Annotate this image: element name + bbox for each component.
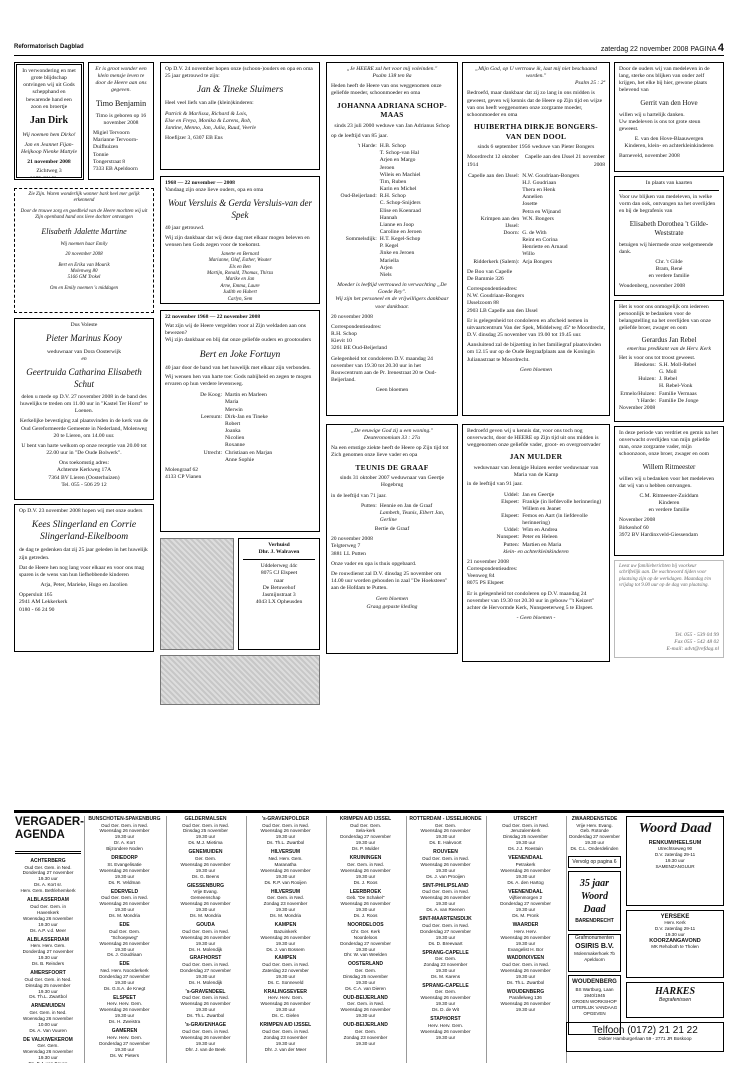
thanks-notice-ritmeester: In deze periode van verdriet en gemis na het onverwacht overlijden van mijn geliefde man, onze zorgzame vader, mijn schoonzoon, onze broer, zwager en oom Willem Ritmeester willen wij u bedanken voor het medeleven dat wij van u hebben ontvangen. C.M. Ritmeester-Zuiddam Kinderen en verdere familie November 2008 Birkenhof 60 3972 BV Hardinxveld-Giessendam [614,426,724,556]
birth-notice-elisabeth: Zie Zijn. Waren wonderlijk wonner bark heel mer gelijk erkennend Door de trouwe zorg en goedheid van de Heere mochten wij uit Zijn openhand hand ons lieve dochter ontvangen Elisabeth Jdalette Martine Wij noemen haar Emily 20 november 2008 Bert en Erika van Mourik Molenweg 80 5166 GM Trokel Om en Emily noemen 's middagen [14,188,154,313]
groom-name: Pieter Marinus Kooy [46,333,122,344]
thanks-notice-rebel: Het is voor ons onmogelijk om iedereen persoonlijk te bedanken voor de belangstelling na het overlijden van onze geliefde broer, zwager en oom Gerardus Jan Rebel emeritus predikant van de Herv. Kerk Het is voor ons tot troost geweest. Bleskens: S.H. Moll-Rebel G. Moll Huizen: J. Rebel H. Rebel-Vonk Ermelo/Huizen: Familie Vermaas 't Harde: Familie De Jonge November 2008 [614,300,724,422]
continued-notice: Vervolg op pagina 6 [568,856,621,868]
deceased-sub: sinds 23 juli 2000 weduwe van Jan Adrianus Schop [334,122,450,129]
notice-date: 20 november 2008 [331,313,373,320]
address: Telgterweg 7 3881 LL Putten [331,543,366,557]
moved-notice [238,538,320,650]
telfoon-ad: Telfoon (0172) 21 21 22 Dokter Hamburgerlaan 59 - 2771 JR Boskoop [566,1022,724,1052]
verse: „De eeuwige God zij u een woning." [350,428,434,434]
agenda-column-6: ROTTERDAM - IJSSELMONDE Ger. Gem. Woensdag 26 november 19.30 uur Ds. E. Hakvoort ROUVEEN Oud Ger. Gem. in Ned. Woensdag 26 november 19.30 uur Ds. J. van Prooijen SINT-PHILIPSLAND Oud Ger. Gem. in Ned. Woensdag 26 november 19.30 uur Ds. A. van Reenen SINT-MAARTENSDIJK Oud Ger. Gem. in Ned. Donderdag 27 november 19.30 uur Ds. D. Breevaart SPRANG-CAPELLE Ger. Gem. Zondag 23 november 19.30 uur Ds. M. Karens SPRANG-CAPELLE Ger. Gem. Woensdag 26 november 19.30 uur Ds. D. de Wit STAPHORST Herv. Herv. Gem. Woensdag 26 november 19.30 uur [406,816,484,1063]
anniversary-notice-sluimers [160,62,320,170]
birth-notice-jan-dirk [14,62,84,180]
death-notice-mulder: Bedroefd geven wij u kennis dat, voor ons toch nog onverwacht, door de HEERE op Zijn tijd uit ons midden is weggenomen onze geliefde vader, groot- en overgrootvader JAN MULDER weduwnaar van Jennigje Huizen eerder weduwnaar van Maria van de Kamp in de leeftijd van 91 jaar. Uddel: Jan en Geertje Elspeet: Frankje (in liefdevolle herinnering) Willem en Jeanet Elspeet: Femos en Aart (in liefdevolle herinnering) Uddel: Wim en Andrea Nunspeet: Peter en Heleen Putten: Martien en Maria klein- en achterkleinkinderen 21 november 2008 Correspondentieadres: Veenweg 84 8075 PS Elspeet Er is gelegenheid tot condoleren op D.V. maandag 24 november van 19.30 tot 20.30 uur in gebouw "'t Keizert" achter de Hervormde Kerk, Nunspeeterweg 5 te Elspeet. - Geen bloemen - [462,424,610,662]
yerseke-ad: YERSEKE Herv. Kerk D.V. zaterdag 29-11 19.30 uur KOORZANGAVOND MK Rehoboth te Tholen [626,910,724,978]
verse: „Je HEERE zal het voor mij voleinden." [346,66,438,72]
handwritten-note-image [160,655,320,705]
thanks-notice-t-gilde: In plaats van kaarten Voor uw blijken van medeleven, in welke vorm dan ook, ontvangen na het overlijden en bij de begrafenis van Elisabeth Dorothea 't Gilde-Weststrate betuigen wij hiermede onze welgemeende dank. Chr. 't Gilde Bram, René en verdere familie Woudenberg, november 2008 [614,176,724,296]
closing-text: Moeder is leeftijd vertrouwd in verwachting „De Goede Rey". Wij zijn het personeel en de vrijwilligers dankbaar voor dankbaar. [335,282,449,310]
death-notice-de-graaf: „De eeuwige God zij u een woning." Deuteronomium 33 : 27a Na een ernstige ziekte heeft de Heere op Zijn tijd tot Zich genomen onze lieve vader en opa TEUNIS DE GRAAF sinds 31 oktober 2007 weduwnaar van Geertje Hogebrug in de leeftijd van 71 jaar. Putten: Hennie en Jan de Graaf Lambeth, Teunis, Elbert Jan, Gerline Bertie de Graaf 20 november 2008 Telgterweg 7 3881 LL Putten Onze vader en opa is thuis opgebaard. De rouwdienst zal D.V. dinsdag 25 november om 14.00 uur worden gehouden in zaal "De Hoeksteen" aan de Hofdam te Putten. Geen bloemen Graag gepaste kleding [326,424,458,654]
deceased-name: Gerardus Jan Rebel [641,335,697,344]
age-text: in de leeftijd van 71 jaar. [331,492,387,499]
notice-text: In verwondering en met grote blijdschap ontvingen wij uit Gods schepphand en bewarende hand een zoon en broertje [22,68,76,110]
couple-name: Jan & Tineke Sluimers [196,85,284,96]
woord-daad-renkum-ad: Woord Daad RENKUM/HEELSUM Utrechtseweg 90 D.V. zaterdag 29-11 19.30 uur SAMENZANGUUR [626,816,724,906]
birth-date: 21 november 2008 [27,159,71,166]
deceased-sub: weduwnaar van Jennigje Huizen eerder weduwnaar van Maria van de Kamp [473,465,599,479]
deceased-name: Gerrit van den Hove [640,98,698,107]
phone-number: Telfoon (0172) 21 21 22 [592,1025,698,1036]
death-notice-schop: „Je HEERE zal het voor mij voleinden." Psalm 138 ten 8a Heden heeft de Heere van ons weggenomen onze geliefde moeder, schoonmoeder en oma JOHANNA ADRIANA SCHOP-MAAS sinds 23 juli 2000 weduwe van Jan Adrianus Schop op de leeftijd van 85 jaar. 't Harde: H.B. Schop T. Schop-van Hal Arjen en Margo Jeroen Wileis en Machiel Tim, Ruben Karin en Michel Oud-Beijerland: R.H. Schop C. Schop-Snijders Elise en Koenraad Hannah Lianne en Joop Caroline en Jeroen Sommelsdijk: H.T. Kegel-Schop P. Kegel Jinke en Jeroen Mariella Arjen Niels Moeder is leeftijd vertrouwd in verwachting „De Goede Rey". Wij zijn het personeel en de vrijwilligers dankbaar voor dankbaar. 20 november 2008 Correspondentieadres: R.H. Schop Kievit 10 3261 BE Oud-Beijerland Gelegenheid tot condoleren D.V. maandag 24 november van 19.30 tot 20.30 uur in het Rouwcentrum aan de Pr. Irenestraat 20 te Oud-Beijerland. Geen bloemen [326,62,458,416]
notice-date: 21 november 2008 [467,558,509,565]
woord-daad-ad: 35 jaar Woord Daad BARENDRECHT [568,871,621,931]
wedding-notice-kooy: Dus Voleste Pieter Marinus Kooy weduwnaar van Dora Oosterwijk en Geertruida Catharina Elisabeth Schut delen u mede op D.V. 27 november 2008 in de band des huwelijks te treden om 11.00 uur in "Kastel Ter Horst" te Loenen. Kerkelijke bevestiging zal plaatsvinden in de kerk van de Oud Gereformeerde Gemeente in Nederland, Molenweg 20 te Lieren, om 14.00 uur. U bent van harte welkom op onze receptie van 20.00 tot 22.00 uur in "De Oude Bolwerk". Ons toekomstig adres: Achterste Kerkweg 17A 7364 BV Lieren (Oosterhuizen) Tel. 055 - 506 29 12 [14,318,154,500]
closing-text: Geen bloemen Graag gepaste kleding [366,596,418,610]
ad-title: Grafmonumenten [575,935,614,942]
page-header [14,42,724,54]
anniversary-notice-versluis: 1968 — 22 november — 2008 Vandaag zijn onze lieve ouders, opa en oma Wout Versluis & Gerda Versluis-van der Spek 40 jaar getrouwd. Wij zijn dankbaar dat wij deze dag met elkaar mogen beleven en wensen hen Gods zegen voor de toekomst. Janette en Bernard Marianne, Olaf, Esther, Wouter Els en Ben Martijn, Ronald, Thomas, Thirza Marike en Jan Arne, Emma, Laure Judith en Hubert Carlyn, Sem [160,176,320,304]
death-info: Capelle aan den IJssel 21 november 2008 [524,154,605,168]
ad-place: RENKUM/HEELSUM [648,840,702,846]
birth-info: Moordrecht 12 oktober 1914 [467,154,519,168]
correspondence-address: Correspondentieadres: R.H. Schop Kievit 10 3261 BE Oud-Beijerland [331,323,387,352]
agenda-column-3: GELDERMALSEN Oud Ger. Gem. in Ned. Dinsdag 25 november 19.30 uur Ds. M.J. Mietima GENEMUIDEN Ger. Gem. Woensdag 26 november 19.30 uur Ds. G. Beens GIESSENBURG Vrije Evang. Gemeenschap Woensdag 26 november 19.30 uur Ds. M. Mondria GOUDA Oud Ger. Gem. in Ned. Woensdag 26 november 19.30 uur Ds. H. Molendijk GRAFHORST Oud Ger. Gem. in Ned. Donderdag 27 november 19.30 uur Ds. H. Molendijk 's-GRAVENDEEL Oud Ger. Gem. in Ned. Woensdag 26 november 19.30 uur Ds. Th.L. Zwartbol 's-GRAVENHAGE Oud Ger. Gem. in Ned. Woensdag 26 november 19.30 uur Dhr. J. van de Beek [166,816,244,1063]
notice-text: Heel veel liefs van alle (klein)kinderen: [165,100,254,107]
agenda-column-7: UTRECHT Oud Ger. Gem. in Ned. Jeruzalemkerk Dinsdag 25 november 19.30 uur Ds. J.J. Roestuin VEENENDAAL Petrakerk Woensdag 26 november 19.30 uur Ds. A. den Hartog VEENENDAAL Vijftienmorgen 2 Donderdag 27 november 19.30 uur Ds. M. Pronk WAARDER Herv. Herv. Woensdag 26 november 19.30 uur Evangelist H. Bor WADDINXVEEN Oud Ger. Gem. in Ned. Woensdag 26 november 19.30 uur Ds. Th.L. Zwartbol WOUDENBERG Parallelweg 136 Woensdag 26 november 19.30 uur [486,816,564,1063]
agenda-column-8: ZWAARDENSTEDE Vrije Herv. Evang. Geb. Rotonde Donderdag 27 november 19.30 uur Ds. C.L. Onderdelinden Vervolg op pagina 6 35 jaar Woord Daad BARENDRECHT Grafmonumenten OSIRIS B.V. Molenmakerhoek 7b Apeldoorn WOUDENBERG BS Wartburg, Laan 1940/1945 GROEN WORKSHOP UITERLIJK VANDAAG OPGEVEN [566,816,622,1063]
deceased-sub: sinds 6 september 1956 weduwe van Pieter Bongers [477,144,595,151]
deceased-name: TEUNIS DE GRAAF [355,462,429,472]
anniversary-notice-slingerland: Op D.V. 23 november 2008 hopen wij met onze ouders Kees Slingerland en Corrie Slingerland-Eikelboom de dag te gedenken dat zij 25 jaar geleden in het huwelijk zijn getreden. Dat de Heere hen nog lang voor elkaar en voor ons mag sparen is de wens van hun liefhebbende kinderen Arja, Peter, Marieke, Hugo en Jacolien Oppersluit 165 2941 AM Lekkerkerk 0180 - 66 24 90 [14,504,154,652]
ad-sub: Begrafenissen [659,997,691,1003]
birth-date: Timo is geboren op 16 november 2008 [95,112,147,127]
address: Zichtweg 3 8075 CN Elspeet [29,168,69,180]
notice-text: Na een ernstige ziekte heeft de Heere op Zijn tijd tot Zich genomen onze lieve vader en opa [331,445,449,459]
agenda-column-5: KRIMPEN A/D IJSSEL Oud Ger. Gem. Sela-kerk Donderdag 27 november 19.30 uur Ds. P. Mulder KRUININGEN Ger. Gem. in Ned. Woensdag 26 november 19.30 uur Ds. J. Roos LEERBROEK Geb. "De Schakel" Woensdag 26 november 19.30 uur Ds. J. Roos NOORDELOOS Chr. Ger. Kerk Noordeloos Donderdag 27 november 19.30 uur Dhr. W. van Weelden OOSTERLAND Ger. Gem. Dinsdag 25 november 19.30 uur Ds. C.A. van Dieren OUD-BEIJERLAND Ger. Gem. in Ned. Woensdag 26 november 19.30 uur OUD-BEIJERLAND Ger. Gem. Zondag 23 november 19.30 uur [326,816,404,1063]
notice-title: In plaats van kaarten [645,180,693,186]
intro-text: Op D.V. 23 november 2008 hopen wij met onze ouders [19,508,143,514]
couple-name: Bert en Joke Fortuyn [199,349,281,360]
agenda-top-rule [14,810,724,813]
intro-text: Dus Voleste [70,322,98,328]
ad-place: BARENDRECHT [575,918,614,925]
verse-ref: Deuteronomium 33 : 27a [363,435,421,442]
anniversary-notice-fortuyn: 22 november 1968 — 22 november 2008 Wat zijn wij de Heere vergelden voor al Zijn weldaden aan ons bewezen? Wij zijn dankbaar en blij dat onze geliefde ouders en grootouders Bert en Joke Fortuyn 40 jaar door de band van het huwelijk met elkaar zijn verbonden. Wij wensen hen van harte toe: Gods nabijheid en zegen te mogen ervaren op hun verdere levensweg. De Koog: Martin en Marleen Maria Merwin Leersum: Dirk-Jan en Tineke Robert Joanka Nicolien Roxanne Utrecht: Christiaan en Marjan Anne Sophie Molengraaf 62 4133 CP Vianen [160,310,320,532]
deceased-name: Willem Ritmeester [642,462,696,471]
couple-name: Kees Slingerland en Corrie Slingerland-Eikelboom [31,520,137,543]
ad-company: OSIRIS B.V. [575,942,614,950]
notice-text: Bedroefd geven wij u kennis dat, voor ons toch nog onverwacht, door de HEERE op Zijn tijd uit ons midden is weggenomen onze geliefde vader, groot- en overgrootvader [467,428,601,449]
deceased-sub: emeritus predikant van de Herv. Kerk [627,345,711,352]
deceased-name: HUIBERTHA DIRKJE BONGERS-VAN DEN DOOL [474,122,598,141]
death-notice-bongers: „Mijn God, op U vertrouw ik, laat mij niet beschaamd worden." Psalm 25 : 2ª Bedroefd, maar dankbaar dat zij zo lang in ons midden is geweest, geven wij kennis dat de Heere op Zijn tijd en wijze van ons heeft weggenomen onze zorgzame moeder, schoonmoeder en oma HUIBERTHA DIRKJE BONGERS-VAN DEN DOOL sinds 6 september 1956 weduwe van Pieter Bongers Moordrecht 12 oktober 1914 Capelle aan den IJssel 21 november 2008 Capelle aan den IJssel: N.W. Goudriaan-Bongers H.J. Goudriaan Thera en Henk Annelien Josette Petra en Wijnand Krimpen aan den IJssel: W.N. Bongers Doorn: G. de With Reint en Corina Henriette en Arnaud Willo Ridderkerk (Salem): Arja Bongers De Boo van Capelle De Bammie 326 Correspondentieadres: N.W. Goudriaan-Bongers IJsselzoom 88 2903 LB Capelle aan den IJssel Er is gelegenheid tot condoleren en afscheid nemen in uitvaartcentrum Van der Spek, Middelweg 45ª te Moordrecht, D.V. dinsdag 25 november van 19.00 tot 19.45 uur. Aansluitend zal de bijzetting in het familiegraf plaatsvinden om 12.15 uur op de Oude Begraafplaats aan de Koningin Julianastraat te Moordrecht. Geen bloemen [462,62,610,416]
notice-text: Heden heeft de Heere van ons weggenomen onze geliefde moeder, schoonmoeder en oma [331,83,442,97]
moved-who: Dhr. J. Walraven [258,549,300,556]
osiris-ad [568,934,621,972]
years-header: 22 november 1968 — 22 november 2008 [165,314,261,320]
address: Tongerstraat 8 7333 EB Apeldoorn [93,158,138,172]
address: Hoefijzer 3, 6307 EB Ens [165,135,223,142]
notice-text: Er is groot wonder een klein mensje leven te door de Heere aan ons gegeven. [95,66,147,94]
notice-text: Bedroefd, maar dankbaar dat zij zo lang in ons midden is geweest, geven wij kennis dat de Heere op Zijn tijd en wijze van ons heeft weggenomen onze zorgzame moeder, schoonmoeder en oma [467,90,603,118]
years-text: 40 jaar getrouwd. [165,225,205,232]
intro-text: Vandaag zijn onze lieve ouders, opa en oma [165,187,264,194]
family-names: C.M. Ritmeester-Zuiddam Kinderen en verdere familie [639,492,699,514]
agenda-column-1: ACHTERBERG Oud Ger. Gem. in Ned. Donderdag 27 november 19.30 uur Ds. A. Kort sr. Herv. Gem. Bethlehemkerk ALBLASSERDAM Oud Ger. Gem. in Havenkerk Woensdag 26 november 19.30 uur Ds. A.P. v.d. Meer ALBLASSERDAM Herv. Herv. Gem. Donderdag 27 november 19.30 uur Ds. B. Reinders AMERSFOORT Oud Ger. Gem. in Ned. Dinsdag 25 november 19.30 uur Ds. Th.L. Zwartbol ARNEMUIDEN Ger. Gem. in Ned. Woensdag 26 november 10.00 uur Ds. A. Van Vuuren DE VALK/WEKEROM Ger. Gem. Woensdag 26 november 19.30 uur [20,858,76,1061]
ad-place: YERSEKE [660,914,690,920]
correspondence-address: Correspondentieadres: Veenweg 84 8075 PS Elspeet [467,566,518,587]
agenda-title: VERGADER-AGENDA [15,816,81,854]
agenda-column-2: BUNSCHOTEN-SPAKENBURG Oud Ger. Gem. in Ned. Woensdag 26 november 19.30 uur Dr. A. Kort Bijzondere Noden DRIEDORP St. Evangelisatie Woensdag 26 november 19.30 uur Ds. R. Veldman EDERVELD Oud Ger. Gem. in Ned. Woensdag 26 november 19.30 uur Ds. M. Mondria EDE Oud Ger. Gem. "Schoepweg" Woensdag 26 november 19.30 uur Ds. J. Goudriaan EDE Ned. Herv. Noorderkerk Donderdag 27 november 19.30 uur Ds. G.S.A. de Knegt ELSPEET Herv. Herv. Gem. Woensdag 26 november 19.30 uur Ds. H. Zweistra GAMEREN Herv. Herv. Gem. Donderdag 27 november 19.30 uur Ds. W. Pieters [84,816,164,1063]
fax-number: Fax 055 - 542 48 02 [674,638,719,645]
child-name: Timo Benjamin [95,98,147,108]
verse-ref: Psalm 138 ten 8a [372,73,412,80]
parents-names: Jan en Jeannet Fijan-Heijkoop Nienke Mattyle [21,141,77,156]
address: November 2008 Birkenhof 60 3972 BV Hardinxveld-Giessendam [619,517,698,538]
deceased-name: Elisabeth Dorothea 't Gilde-Weststrate [629,219,709,237]
notice-date: November 2008 [619,404,656,411]
notice-date: Woudenberg, november 2008 [619,283,686,290]
header-rule [14,55,724,56]
agenda-column-4: 's-GRAVENPOLDER Oud Ger. Gem. in Ned. Woensdag 26 november 19.30 uur Ds. Th.L. Zwartbol HILVERSUM Ned. Herv. Gem. Maranatha Woensdag 26 november 19.30 uur Ds. R.P. van Rooijen HILVERSUM Ger. Gem. in Ned. Zondag 23 november 19.30 uur Ds. M. Mondria KAMPEN Bazuinkerk Woensdag 26 november 19.30 uur Ds. J. van Bossem KAMPEN Oud Ger. Gem. in Ned. Zaterdag 22 november 19.30 uur Ds. C. Sonneveld KRALINGSEVEER Herv. Herv. Gem. Woensdag 26 november 19.30 uur Ds. C. Gielen KRIMPEN A/D IJSSEL Oud Ger. Gem. in Ned. Zondag 23 november 19.30 uur Dhr. J. van der Meer [246,816,324,1063]
address: Molengraaf 62 4133 CP Vianen [165,466,202,480]
handwritten-note-image [160,538,234,650]
groom-sub: weduwnaar van Dora Oosterwijk [46,348,122,355]
place-date: Barneveld, november 2008 [619,153,680,160]
and-text: en [81,355,87,362]
ad-place: WOUDENBERG [572,979,617,986]
ad-event: KOORZANGAVOND [649,937,701,944]
email-address: E-mail: advt@refdag.nl [666,645,719,652]
bride-name: Geertruida Catharina Elisabeth Schut [26,366,142,389]
thanks-notice-van-den-hove: Door de ouders wij van medeleven in de lang, sterke ons blijken van onder zelf krijgen, het elke bij hier, gewone plaats belevend van Gerrit van den Hove willen wij u hartelijk danken. Uw medeleven is ons tot grote steun geweest. E. van den Hove-Blaauwergen Kinderen, klein- en achterkleinkinderen Barneveld, november 2008 [614,62,724,172]
woord-daad-logo: Woord Daad [638,821,712,836]
moved-title: Verhuisd [268,542,290,548]
phone-number: Tel. 055 - 539 04 99 [674,631,719,638]
notice-text: Wij noemen hem Dirko! [22,131,76,138]
notice-text: delen u mede op D.V. 27 november 2008 in de band des huwelijks te treden om 11.00 uur in "Kastel Ter Horst" te Loenen. [20,394,148,415]
children-names: Patrick & Marlissa, Richard & Lois, Else en Freya, Monika & Larens, Rob, Jantine, Menno, Jan, Julia, Ruud, Veerle [165,110,257,131]
couple-name: Wout Versluis & Gerda Versluis-van der Spek [167,198,313,220]
age-text: in de leeftijd van 91 jaar. [467,481,523,488]
notice-text: Door de ouders wij van medeleven in de lang, sterke ons blijken van onder zelf krijgen, het elke bij hier, gewone plaats belevend van [619,66,710,94]
deceased-sub: sinds 31 oktober 2007 weduwnaar van Geertje Hogebrug [339,475,445,489]
paper-name: Reformatorisch Dagblad [14,44,84,50]
years-header: 1968 — 22 november — 2008 [165,180,235,186]
deceased-name: JOHANNA ADRIANA SCHOP-MAAS [337,100,447,120]
deceased-name: JAN MULDER [509,452,563,462]
birth-notice-timo [88,62,154,180]
info-box-advertising: Leest uw familieberichten bij voorkeur schriftelijk aan. De wachtwoord tijden voor plaatsing zijn op de werkdagen. Maandag t/m vrijdag tot 9.00 uur op de dag van plaatsing. Tel. 055 - 539 04 99 Fax 055 - 542 48 02 E-mail: advt@refdag.nl [614,560,724,658]
parents-names: Migiel Tervoorn Marianne Tervoorn-Duifhuizen Tonnie [93,130,139,158]
age-text: op de leeftijd van 85 jaar. [331,132,388,139]
address: Oppersluit 165 2941 AM Lekkerkerk 0180 - 66 24 90 [19,592,68,613]
verse: „Mijn God, op U vertrouw ik, laat mij niet beschaamd worden." [475,66,597,80]
header-date: zaterdag 22 november 2008 PAGINA 4 [600,42,724,54]
ad-company: HARKES [654,986,696,997]
harkes-ad [626,982,724,1018]
verse-ref: Psalm 25 : 2ª [575,80,605,87]
child-name: Jan Dirk [29,114,69,126]
notice-date: 20 november 2008 [331,536,373,543]
intro-text: Op D.V. 24 november hopen onze (schoon-)ouders en opa en oma 25 jaar getrouwd te zijn: [165,66,313,80]
ad-address: Molenmakerhoek 7b Apeldoorn [574,950,615,962]
woudenberg-ad: WOUDENBERG BS Wartburg, Laan 1940/1945 GROEN WORKSHOP UITERLIJK VANDAAG OPGEVEN [568,975,621,1035]
moved-address: Uddelerweg 44c 8075 CJ Elspeet naar De Betuwehof Jasmijnstraat 3 4043 LX Opheusden [255,563,303,606]
family-names: E. van den Hove-Blaauwergen Kinderen, klein- en achterkleinkinderen [624,136,714,150]
